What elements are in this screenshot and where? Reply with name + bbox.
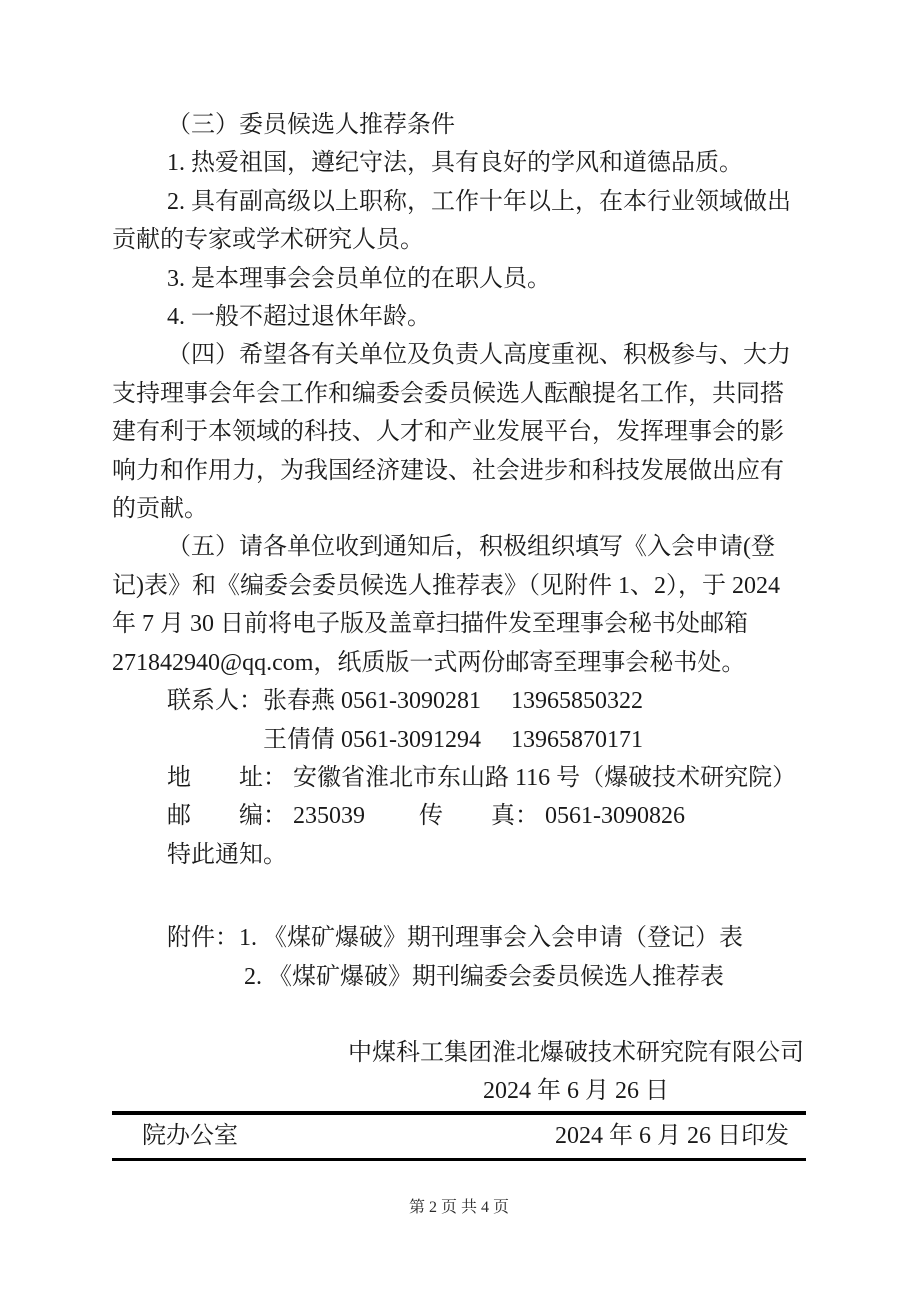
doc-line: 贡献的专家或学术研究人员。 bbox=[112, 227, 424, 254]
page-number: 第 2 页 共 4 页 bbox=[408, 1198, 509, 1216]
notice-body bbox=[112, 0, 806, 1111]
doc-line: 响力和作用力，为我国经济建设、社会进步和科技发展做出应有 bbox=[112, 457, 784, 484]
doc-line: 支持理事会年会工作和编委会委员候选人酝酿提名工作，共同搭 bbox=[112, 380, 784, 407]
print-date: 2024 年 6 月 26 日印发 bbox=[555, 1122, 789, 1149]
attachments-block bbox=[112, 919, 806, 996]
doc-line: 记)表》和《编委会委员候选人推荐表》（见附件 1、2），于 2024 bbox=[112, 572, 780, 599]
issue-date: 2024 年 6 月 26 日 bbox=[483, 1078, 669, 1105]
doc-line: 3. 是本理事会会员单位的在职人员。 bbox=[167, 265, 551, 292]
doc-line: 建有利于本领域的科技、人才和产业发展平台，发挥理事会的影 bbox=[112, 419, 784, 446]
section-4-heading: （四）希望各有关单位及负责人高度重视、积极参与、大力 bbox=[167, 342, 791, 369]
doc-line: 年 7 月 30 日前将电子版及盖章扫描件发至理事会秘书处邮箱 bbox=[112, 611, 748, 638]
email-line: 271842940@qq.com，纸质版一式两份邮寄至理事会秘书处。 bbox=[112, 649, 746, 676]
closing-line: 特此通知。 bbox=[167, 841, 287, 868]
contact-person-line-2: 王倩倩 0561-3091294 13965870171 bbox=[167, 726, 643, 753]
issuing-office: 院办公室 bbox=[142, 1122, 238, 1149]
section-5-heading: （五）请各单位收到通知后，积极组织填写《入会申请(登 bbox=[167, 534, 775, 561]
doc-line: 1. 热爱祖国，遵纪守法，具有良好的学风和道德品质。 bbox=[167, 150, 743, 177]
doc-line: 2. 具有副高级以上职称，工作十年以上，在本行业领域做出 bbox=[167, 188, 791, 215]
attachment-item-1: 附件：1. 《煤矿爆破》期刊理事会入会申请（登记）表 bbox=[167, 925, 743, 952]
signature-block bbox=[348, 1034, 804, 1111]
issuing-company: 中煤科工集团淮北爆破技术研究院有限公司 bbox=[348, 1039, 804, 1066]
doc-line: 的贡献。 bbox=[112, 496, 208, 523]
doc-line: 4. 一般不超过退休年龄。 bbox=[167, 304, 431, 331]
contact-person-line: 联系人：张春燕 0561-3090281 13965850322 bbox=[167, 688, 643, 715]
attachment-item-2: 2. 《煤矿爆破》期刊编委会委员候选人推荐表 bbox=[244, 963, 724, 990]
section-3-heading: （三）委员候选人推荐条件 bbox=[167, 112, 455, 138]
address-line: 地 址： 安徽省淮北市东山路 116 号（爆破技术研究院） bbox=[167, 764, 797, 791]
imprint-bar bbox=[112, 1111, 806, 1161]
postcode-fax-line: 邮 编： 235039 传 真： 0561-3090826 bbox=[167, 803, 685, 830]
